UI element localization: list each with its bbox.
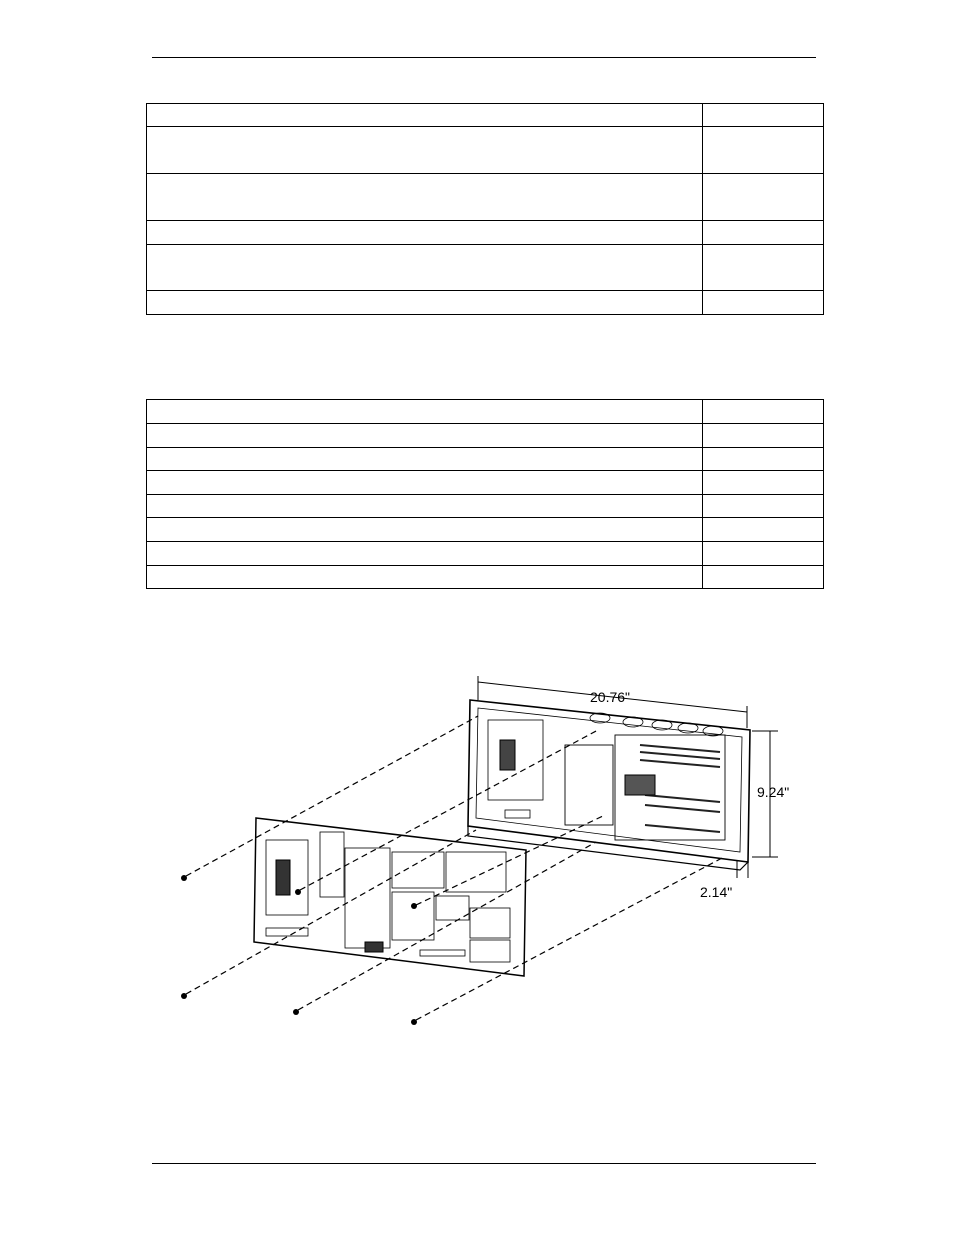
enclosure [468, 700, 750, 870]
header-rule [152, 57, 816, 58]
value-cell [703, 400, 824, 424]
value-cell [703, 104, 824, 127]
table-row [147, 518, 824, 542]
spec-table-1-body [147, 104, 824, 315]
table-row [147, 127, 824, 174]
table-row [147, 495, 824, 518]
table-row [147, 448, 824, 471]
table-row [147, 424, 824, 448]
value-cell [703, 566, 824, 589]
spec-table-2-body [147, 400, 824, 589]
description-cell [147, 400, 703, 424]
value-cell [703, 471, 824, 495]
value-cell [703, 245, 824, 291]
value-cell [703, 495, 824, 518]
value-cell [703, 221, 824, 245]
description-cell [147, 566, 703, 589]
width-dimension-label: 20.76" [590, 689, 631, 705]
description-cell [147, 424, 703, 448]
description-cell [147, 174, 703, 221]
table-row [147, 174, 824, 221]
value-cell [703, 174, 824, 221]
description-cell [147, 518, 703, 542]
description-cell [147, 448, 703, 471]
footer-rule [152, 1163, 816, 1164]
value-cell [703, 127, 824, 174]
description-cell [147, 245, 703, 291]
table-row [147, 291, 824, 315]
panel-mounting-diagram [170, 668, 810, 1038]
table-row [147, 245, 824, 291]
value-cell [703, 542, 824, 566]
table-row [147, 566, 824, 589]
table-row [147, 542, 824, 566]
table-row [147, 471, 824, 495]
value-cell [703, 424, 824, 448]
description-cell [147, 495, 703, 518]
spec-table-1 [146, 103, 824, 315]
description-cell [147, 471, 703, 495]
description-cell [147, 104, 703, 127]
height-dimension-label: 9.24" [757, 784, 790, 800]
description-cell [147, 127, 703, 174]
value-cell [703, 518, 824, 542]
spec-table-2 [146, 399, 824, 589]
description-cell [147, 542, 703, 566]
description-cell [147, 221, 703, 245]
value-cell [703, 291, 824, 315]
value-cell [703, 448, 824, 471]
table-row [147, 104, 824, 127]
table-row [147, 221, 824, 245]
description-cell [147, 291, 703, 315]
table-row [147, 400, 824, 424]
depth-dimension-label: 2.14" [700, 884, 733, 900]
